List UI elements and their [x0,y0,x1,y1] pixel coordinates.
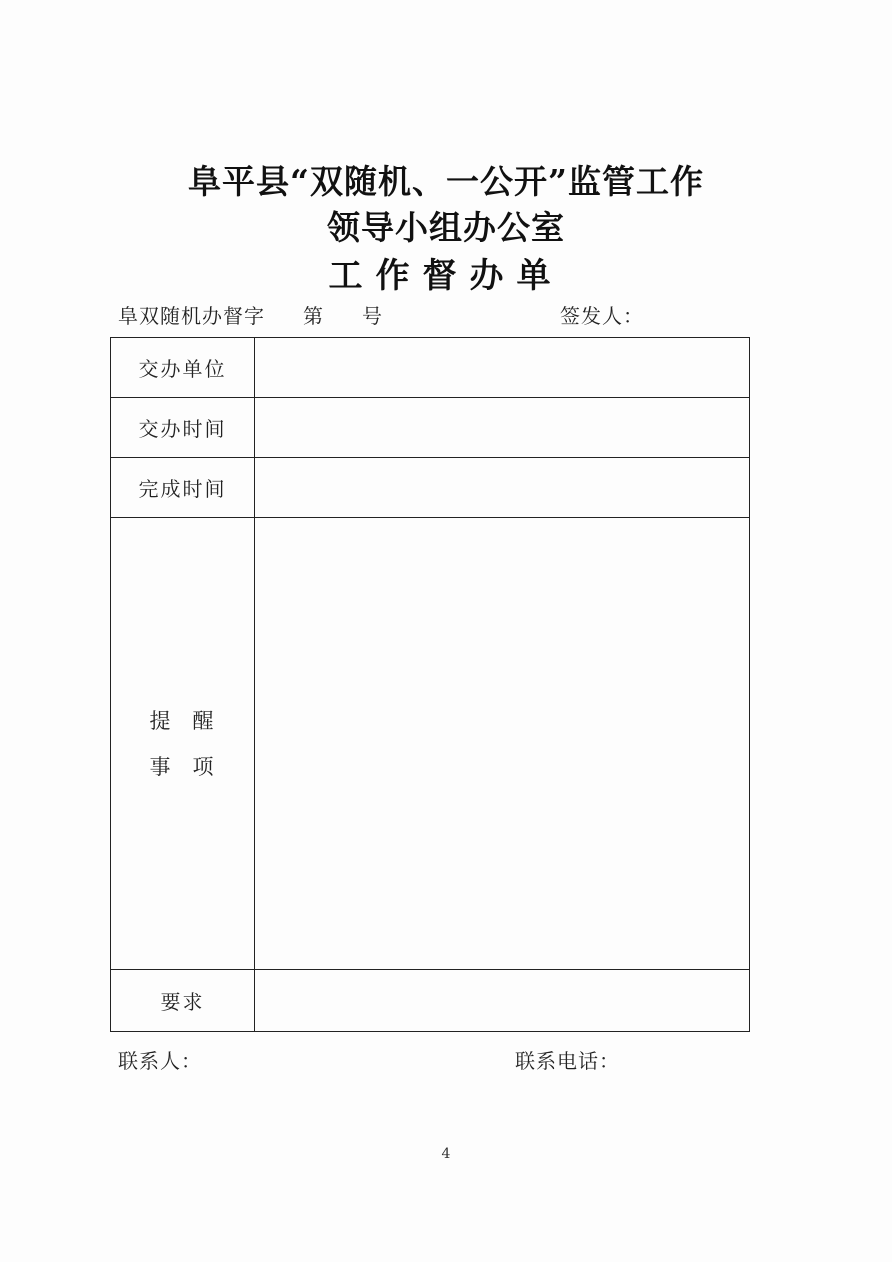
supervision-form-table [110,337,750,1032]
completion-time-label: 完成时间 [111,458,255,518]
document-prefix: 阜双随机办督字 [118,304,265,328]
title-line-3: 工作督办单 [328,256,564,296]
contact-phone-label: 联系电话： [515,1049,620,1073]
title-line-1: 阜平县“双随机、一公开”监管工作 [188,162,704,201]
title-line-2: 领导小组办公室 [327,208,565,247]
reminder-char-xiang: 项 [192,754,216,779]
form-row-assigning-unit [111,338,750,398]
assigning-unit-label: 交办单位 [111,338,255,398]
signer-label: 签发人： [560,304,644,328]
requirements-label: 要求 [111,970,255,1032]
reminder-char-ti: 提 [149,708,173,733]
reminder-label-line-1 [150,698,216,744]
reminder-char-xing: 醒 [192,708,216,733]
reminder-char-shi: 事 [149,754,173,779]
reminder-items-label [111,518,255,970]
number-suffix: 号 [362,304,383,328]
reminder-label-block [148,698,218,790]
assigning-unit-field[interactable] [255,338,750,398]
form-row-completion-time [111,458,750,518]
reminder-label-line-2 [150,744,216,790]
form-row-assigning-time [111,398,750,458]
form-row-reminder-items [111,518,750,970]
contact-person-label: 联系人： [118,1049,202,1073]
form-row-requirements [111,970,750,1032]
assigning-time-label: 交办时间 [111,398,255,458]
reminder-items-field[interactable] [255,518,750,970]
completion-time-field[interactable] [255,458,750,518]
page-number: 4 [441,1146,451,1162]
requirements-field[interactable] [255,970,750,1032]
number-prefix: 第 [303,304,324,328]
assigning-time-field[interactable] [255,398,750,458]
